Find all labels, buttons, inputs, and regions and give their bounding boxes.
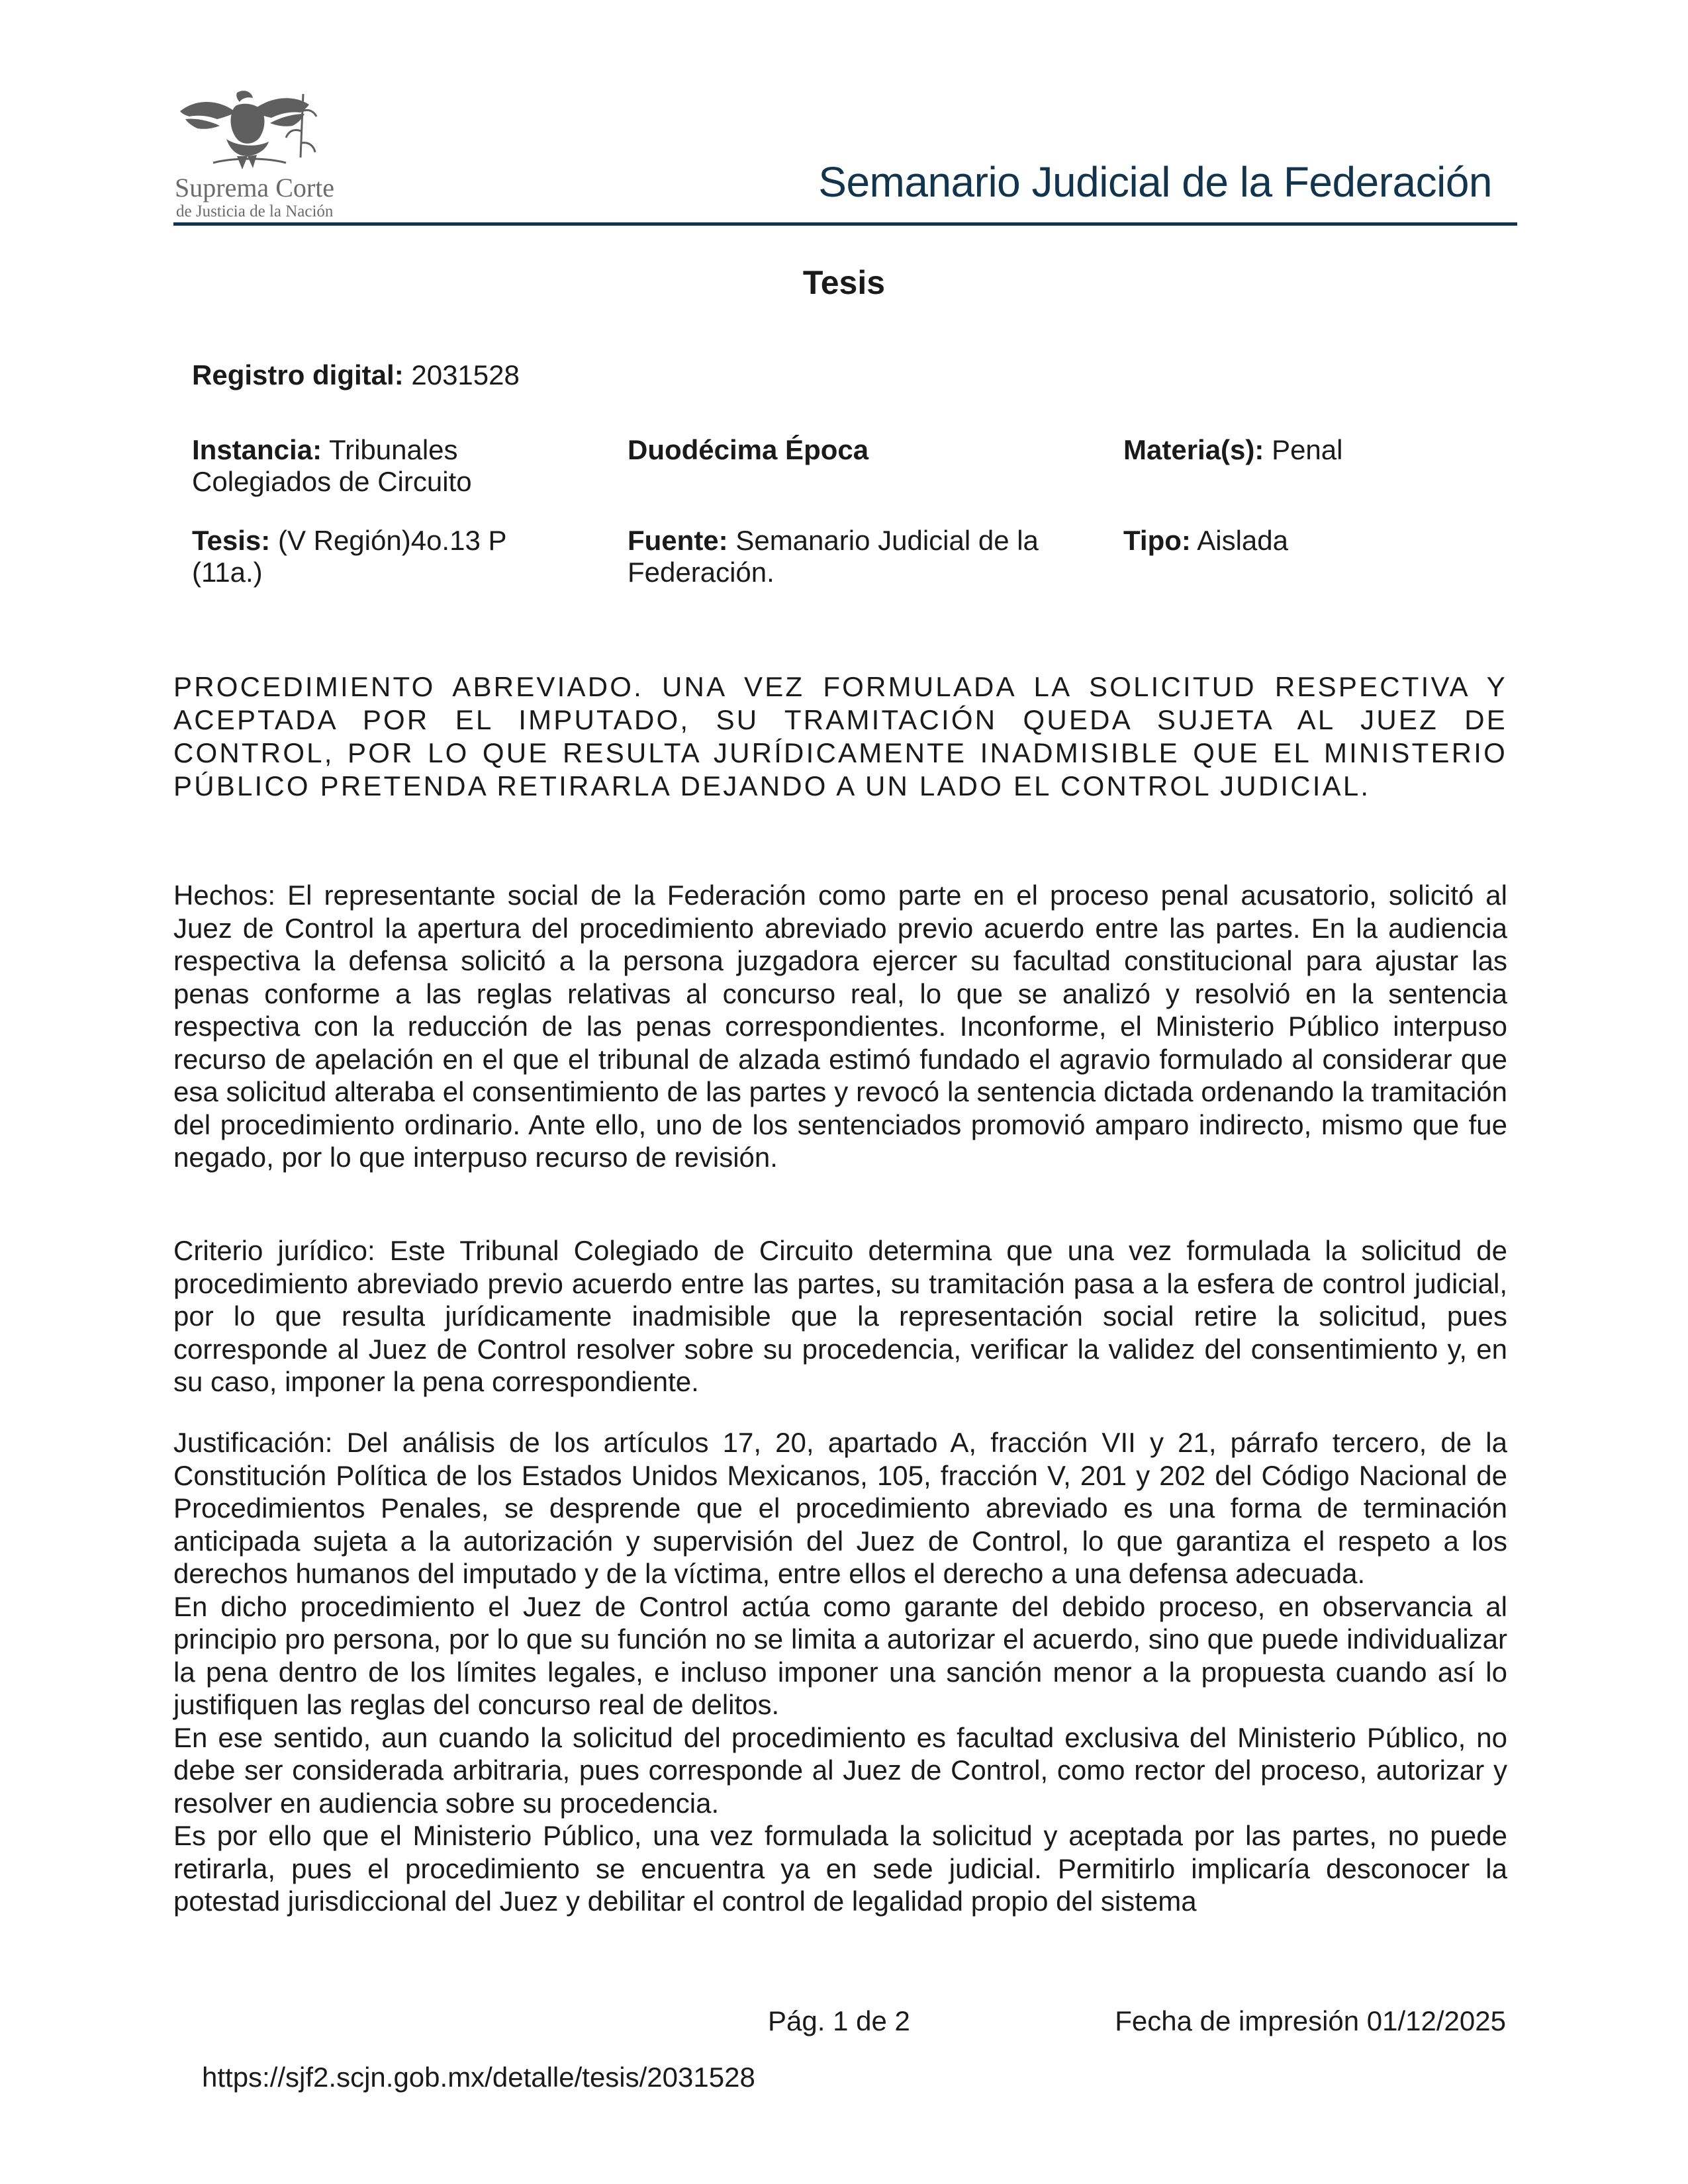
materia-field — [1123, 434, 1494, 466]
instancia-field — [192, 434, 563, 498]
page-number: Pág. 1 de 2 — [768, 2005, 910, 2036]
materia-label: Materia(s): — [1123, 434, 1264, 465]
tesis-field — [192, 525, 563, 588]
fuente-value: Semanario Judicial de la Federación. — [628, 525, 1039, 588]
fuente-label: Fuente: — [628, 525, 728, 556]
logo-subtitle: de Justicia de la Nación — [176, 203, 334, 220]
tipo-label: Tipo: — [1123, 525, 1191, 556]
document-type-heading: Tesis — [802, 264, 886, 301]
print-date: Fecha de impresión 01/12/2025 — [1115, 2005, 1506, 2036]
instancia-value: Tribunales Colegiados de Circuito — [192, 434, 472, 497]
registro-value: 2031528 — [411, 359, 520, 390]
justificacion-paragraph: Justificación: Del análisis de los artículos 17, 20, apartado A, fracción VII y 21, párrafo tercero, de la Constitución Política de los Estados Unidos Mexicanos, 105, fracción V, 201 y 202 del Código Nacional de Procedimientos Penales, se desprende que el procedimiento abreviado es una forma de terminación anticipada sujeta a la autorización y supervisión del Juez de Control, lo que garantiza el respeto a los derechos humanos del imputado y de la víctima, entre ellos el derecho a una defensa adecuada. — [173, 1427, 1507, 1589]
instancia-label: Instancia: — [192, 434, 322, 465]
page-header — [173, 85, 1517, 227]
source-url: https://sjf2.scjn.gob.mx/detalle/tesis/2031528 — [202, 2062, 755, 2093]
publication-title: Semanario Judicial de la Federación — [818, 158, 1492, 206]
eagle-emblem-icon — [173, 85, 339, 174]
scjn-logo — [173, 85, 339, 224]
hechos-text: Hechos: El representante social de la Federación como parte en el proceso penal acusatorio, solicitó al Juez de Control la apertura del procedimiento abreviado previo acuerdo entre las partes. En la audiencia respectiva la defensa solicitó a la persona juzgadora ejercer su facultad constitucional para ajustar las penas conforme a las reglas relativas al concurso real, lo que se analizó y resolvió en la sentencia respectiva con la reducción de las penas correspondientes. Inconforme, el Ministerio Público interpuso recurso de apelación en el que el tribunal de alzada estimó fundado el agravio formulado al considerar que esa solicitud alteraba el consentimiento de las partes y revocó la sentencia dictada ordenando la tramitación del procedimiento ordinario. Ante ello, uno de los sentenciados promovió amparo indirecto, mismo que fue negado, por lo que interpuso recurso de revisión. — [173, 880, 1507, 1173]
thesis-title: PROCEDIMIENTO ABREVIADO. UNA VEZ FORMULADA LA SOLICITUD RESPECTIVA Y ACEPTADA POR EL IMPUTADO, SU TRAMITACIÓN QUEDA SUJETA AL JUEZ DE CONTROL, POR LO QUE RESULTA JURÍDICAMENTE INADMISIBLE QUE EL MINISTERIO PÚBLICO PRETENDA RETIRARLA DEJANDO A UN LADO EL CONTROL JUDICIAL. — [173, 671, 1507, 801]
materia-value: Penal — [1272, 434, 1343, 465]
tesis-value: (V Región)4o.13 P (11a.) — [192, 525, 506, 588]
registro-label: Registro digital: — [192, 359, 404, 390]
justificacion-paragraph: Es por ello que el Ministerio Público, una vez formulada la solicitud y aceptada por las partes, no puede retirarla, pues el procedimiento se encuentra ya en sede judicial. Permitirlo implicaría desconocer la potestad jurisdiccional del Juez y debilitar el control de legalidad propio del sistema — [173, 1820, 1507, 1917]
justificacion-section — [173, 1426, 1507, 1918]
tipo-value: Aislada — [1197, 525, 1288, 556]
hechos-paragraph — [173, 879, 1507, 1174]
criterio-text: Criterio jurídico: Este Tribunal Colegiado de Circuito determina que una vez formulada la solicitud de procedimiento abreviado previo acuerdo entre las partes, su tramitación pasa a la esfera de control judicial, por lo que resulta jurídicamente inadmisible que la representación social retire la solicitud, pues corresponde al Juez de Control resolver sobre su procedencia, verificar la validez del consentimiento y, en su caso, imponer la pena correspondiente. — [173, 1235, 1507, 1397]
tipo-field — [1123, 525, 1494, 557]
fuente-field — [628, 525, 1091, 588]
justificacion-paragraph: En dicho procedimiento el Juez de Control actúa como garante del debido proceso, en observancia al principio pro persona, por lo que su función no se limita a autorizar el acuerdo, sino que puede individualizar la pena dentro de los límites legales, e incluso imponer una sanción menor a la propuesta cuando así lo justifiquen las reglas del concurso real de delitos. — [173, 1590, 1507, 1720]
justificacion-paragraph: En ese sentido, aun cuando la solicitud del procedimiento es facultad exclusiva del Ministerio Público, no debe ser considerada arbitraria, pues corresponde al Juez de Control, como rector del proceso, autorizar y resolver en audiencia sobre su procedencia. — [173, 1721, 1507, 1819]
header-divider — [173, 222, 1517, 226]
epoca-field — [628, 434, 1091, 466]
criterio-paragraph — [173, 1234, 1507, 1398]
tesis-label: Tesis: — [192, 525, 271, 556]
epoca-label: Duodécima Época — [628, 434, 869, 465]
registro-field — [192, 359, 722, 391]
logo-name: Suprema Corte — [175, 173, 335, 203]
